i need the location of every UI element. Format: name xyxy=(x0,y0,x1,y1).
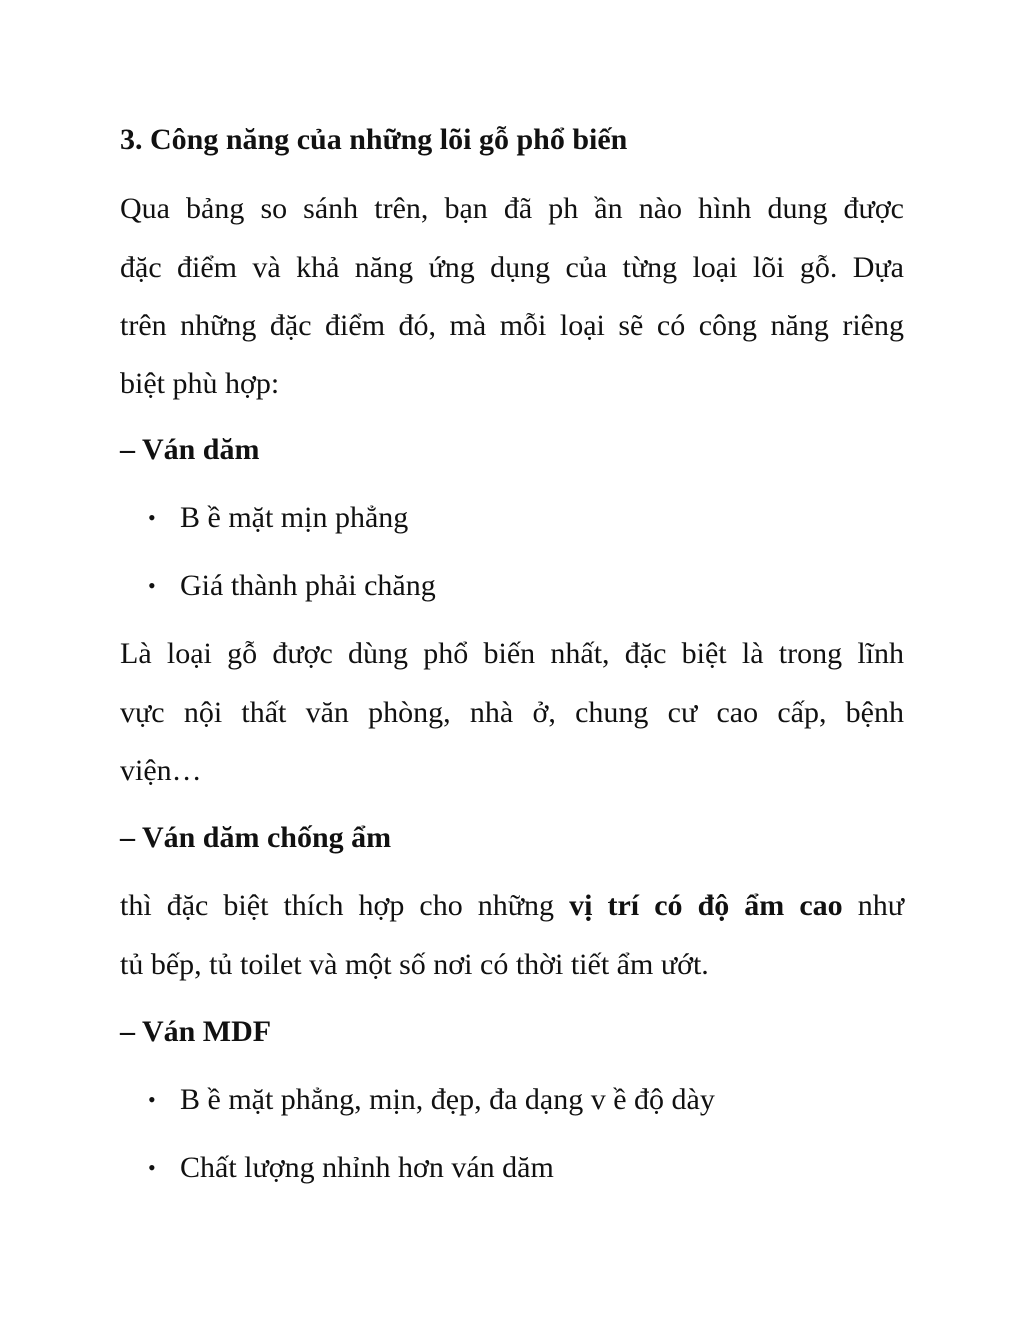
bullet-icon: • xyxy=(148,573,156,598)
emphasis-text: vị trí có độ ẩm cao xyxy=(569,889,843,922)
text-run: như xyxy=(842,889,905,922)
paragraph-line: Qua bảng so sánh trên, bạn đã ph ần nào hình dung được xyxy=(120,192,904,225)
bullet-icon: • xyxy=(148,1155,156,1180)
paragraph-line xyxy=(120,886,904,926)
list-item xyxy=(148,498,888,538)
list-item xyxy=(148,1080,888,1120)
paragraph-line: viện… xyxy=(120,754,202,787)
bullet-icon: • xyxy=(148,505,156,530)
list-item-text: B ề mặt phẳng, mịn, đẹp, đa dạng v ề độ dày xyxy=(180,1083,715,1116)
list-item-text: Chất lượng nhỉnh hơn ván dăm xyxy=(180,1151,554,1184)
bullet-icon: • xyxy=(148,1087,156,1112)
paragraph-line: Là loại gỗ được dùng phổ biến nhất, đặc biệt là trong lĩnh xyxy=(120,637,904,670)
text-run: thì đặc biệt thích hợp cho những xyxy=(120,889,570,922)
list-item xyxy=(148,1148,888,1188)
list-item xyxy=(148,566,888,606)
subheading-chong-am: – Ván dăm chống ẩm xyxy=(120,821,392,854)
paragraph-line: đặc điểm và khả năng ứng dụng của từng loại lõi gỗ. Dựa xyxy=(120,251,904,284)
paragraph-line: vực nội thất văn phòng, nhà ở, chung cư cao cấp, bệnh xyxy=(120,696,904,729)
paragraph-line: tủ bếp, tủ toilet và một số nơi có thời tiết ẩm ướt. xyxy=(120,948,709,981)
section-heading: 3. Công năng của những lõi gỗ phổ biến xyxy=(120,123,628,156)
subheading-mdf: – Ván MDF xyxy=(120,1015,272,1048)
list-item-text: Giá thành phải chăng xyxy=(180,569,436,602)
paragraph-line: biệt phù hợp: xyxy=(120,367,280,400)
list-item-text: B ề mặt mịn phẳng xyxy=(180,501,409,534)
paragraph-line: trên những đặc điểm đó, mà mỗi loại sẽ có công năng riêng xyxy=(120,309,904,342)
subheading-van-dam: – Ván dăm xyxy=(120,433,260,466)
